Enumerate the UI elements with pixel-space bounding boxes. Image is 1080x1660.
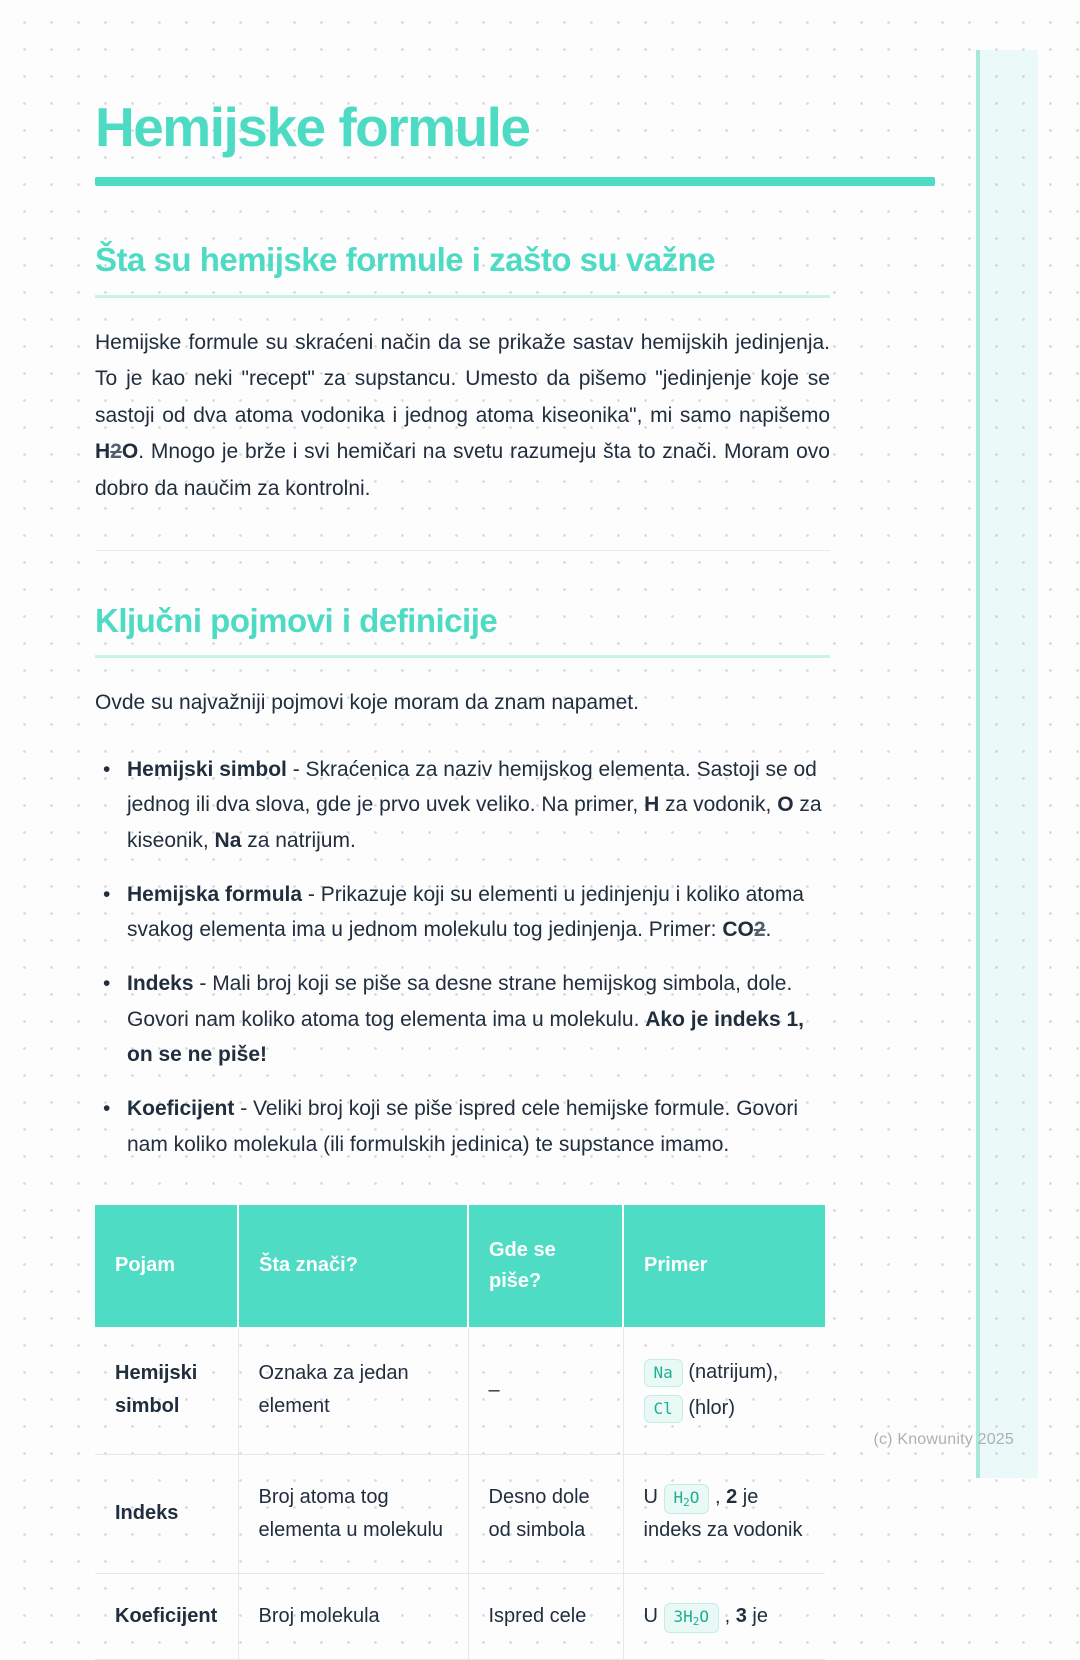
section-heading-terms: Ključni pojmovi i definicije: [95, 601, 830, 641]
primer-line: [644, 1356, 806, 1389]
table-row: [95, 1454, 825, 1573]
chemical-chip-cl: Cl: [644, 1395, 683, 1424]
primer-text: (hlor): [683, 1397, 735, 1419]
section-underline: [95, 295, 830, 298]
cell-pojam: [95, 1454, 238, 1573]
term-emphasis: Ako je indeks 1, on se ne piše!: [127, 1008, 804, 1067]
cell-gde: Ispred cele: [468, 1573, 623, 1659]
list-item-koeficijent: [127, 1091, 830, 1162]
paragraph-text: Hemijske formule su skraćeni način da se prikaže sastav hemijskih jedinjenja. To je kao neki "recept" za supstancu. Umesto da pišemo "jedinjenje koje se sastoji od dva atoma vodonika i jednog atoma kiseonika", mi samo napišemo: [95, 331, 830, 427]
paragraph-text: . Mnogo je brže i svi hemičari na svetu razumeju šta to znači. Moram ovo dobro da naučim za kontrolni.: [95, 440, 830, 500]
formula-co2-subscript: 2: [754, 918, 766, 941]
cell-term: Hemijski simbol: [115, 1362, 197, 1417]
column-header-primer: Primer: [623, 1205, 825, 1327]
cell-pojam: [95, 1327, 238, 1455]
list-item-indeks: [127, 966, 830, 1073]
primer-text: je: [747, 1605, 768, 1627]
chemical-chip-3h2o: 3H2O: [664, 1603, 720, 1633]
formula-h2o-o: O: [122, 440, 138, 463]
right-accent-band: [976, 50, 1038, 1478]
term-text: .: [766, 918, 772, 941]
formula-co2-co: CO: [722, 918, 754, 941]
terms-list: [95, 752, 830, 1163]
cell-gde: Desno dole od simbola: [468, 1454, 623, 1573]
formula-h2o-h: H: [95, 440, 110, 463]
primer-text: (natrijum),: [683, 1361, 779, 1383]
formula-h2o-subscript: 2: [110, 440, 122, 463]
terms-intro: Ovde su najvažniji pojmovi koje moram da znam napamet.: [95, 685, 830, 722]
table-header-row: [95, 1205, 825, 1327]
primer-text: U: [644, 1486, 664, 1508]
term-text: - Mali broj koji se piše sa desne strane hemijskog simbola, dole. Govori nam koliko atoma tog elementa ima u molekulu.: [127, 972, 792, 1031]
cell-primer: [623, 1573, 825, 1659]
table-row: [95, 1573, 825, 1659]
primer-line: [644, 1392, 806, 1425]
term-label: Indeks: [127, 972, 194, 995]
column-header-sta-znaci: Šta znači?: [238, 1205, 468, 1327]
primer-text: ,: [719, 1605, 736, 1627]
term-label: Hemijski simbol: [127, 758, 287, 781]
column-header-gde-se-pise: Gde se piše?: [468, 1205, 623, 1327]
cell-znaci: Oznaka za jedan element: [238, 1327, 468, 1455]
cell-znaci: Broj atoma tog elementa u molekulu: [238, 1454, 468, 1573]
section-heading-what: Šta su hemijske formule i zašto su važne: [95, 240, 830, 280]
primer-text: je indeks za vodonik: [644, 1486, 803, 1541]
chemical-chip-na: Na: [644, 1359, 683, 1388]
title-underline: [95, 177, 935, 186]
term-label: Hemijska formula: [127, 883, 302, 906]
term-text: za kiseonik,: [127, 793, 822, 852]
cell-znaci: Broj molekula: [238, 1573, 468, 1659]
primer-text: ,: [709, 1486, 726, 1508]
cell-primer: [623, 1327, 825, 1455]
cell-primer: [623, 1454, 825, 1573]
section-divider: [95, 550, 830, 551]
term-text: - Skraćenica za naziv hemijskog elementa. Sastoji se od jednog ili dva slova, gde je prvo uvek veliko. Na primer,: [127, 758, 817, 817]
primer-text: U: [644, 1605, 664, 1627]
term-label: Koeficijent: [127, 1097, 234, 1120]
terms-table: [95, 1205, 825, 1660]
cell-term: Koeficijent: [115, 1605, 217, 1627]
bold-symbol: O: [777, 793, 793, 816]
term-text: - Prikazuje koji su elementi u jedinjenju i koliko atoma svakog elementa ima u jednom molekulu tog jedinjenja. Primer:: [127, 883, 804, 942]
cell-term: Indeks: [115, 1502, 178, 1524]
bold-symbol: Na: [215, 829, 242, 852]
table-row: [95, 1327, 825, 1455]
list-item-hemijski-simbol: [127, 752, 830, 859]
bold-symbol: H: [644, 793, 659, 816]
cell-pojam: [95, 1573, 238, 1659]
cell-gde: –: [468, 1327, 623, 1455]
term-text: - Veliki broj koji se piše ispred cele hemijske formule. Govori nam koliko molekula (ili formulskih jedinica) te supstance imamo.: [127, 1097, 798, 1156]
primer-number: 3: [736, 1605, 747, 1627]
chemical-chip-h2o: H2O: [664, 1484, 710, 1514]
primer-number: 2: [726, 1486, 737, 1508]
term-text: za vodonik,: [659, 793, 777, 816]
term-text: za natrijum.: [241, 829, 355, 852]
section-underline: [95, 655, 830, 658]
copyright-note: (c) Knowunity 2025: [873, 1431, 1014, 1449]
list-item-hemijska-formula: [127, 877, 830, 948]
intro-paragraph: [95, 325, 830, 508]
page-title: Hemijske formule: [95, 96, 830, 159]
note-page: [95, 0, 830, 1660]
column-header-pojam: Pojam: [95, 1205, 238, 1327]
